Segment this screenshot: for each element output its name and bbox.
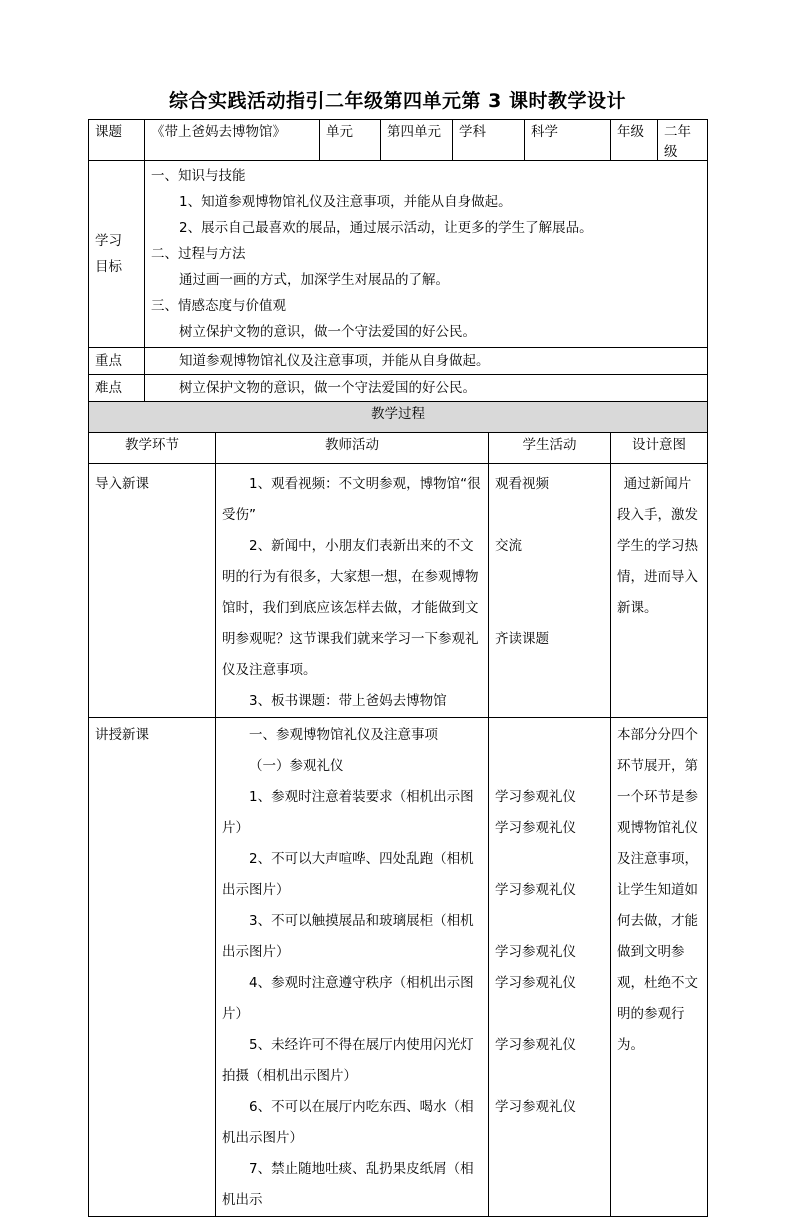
document-title: 综合实践活动指引二年级第四单元第 3 课时教学设计 bbox=[169, 90, 626, 112]
difficulty-row bbox=[89, 375, 708, 402]
intro-design-intent: 通过新闻片段入手，激发学生的学习热情，进而导入新课。 bbox=[611, 464, 708, 718]
goals-row bbox=[89, 161, 708, 348]
intro-student-activity: 观看视频 交流 齐读课题 bbox=[489, 464, 611, 718]
teaching-student-activity: 学习参观礼仪 学习参观礼仪 学习参观礼仪 学习参观礼仪 学习参观礼仪 学习参观礼仪 学习参观礼仪 bbox=[489, 718, 611, 1217]
teaching-teacher-activity: 一、参观博物馆礼仪及注意事项 （一）参观礼仪 1、参观时注意着装要求（相机出示图片） 2、不可以大声喧哗、四处乱跑（相机出示图片） 3、不可以触摸展品和玻璃展柜（相机出示图片） 4、参观时注意遵守秩序（相机出示图片） 5、未经许可不得在展厅内使用闪光灯拍摄（相机出示图片） 6、不可以在展厅内吃东西、喝水（相机出示图片） 7、禁止随地吐痰、乱扔果皮纸屑（相机出示 bbox=[216, 718, 489, 1217]
intro-stage: 导入新课 bbox=[89, 464, 216, 718]
difficulty-label: 难点 bbox=[89, 375, 145, 402]
unit-value: 第四单元 bbox=[381, 120, 453, 161]
goal-heading: 一、知识与技能 bbox=[151, 168, 246, 184]
topic-value: 《带上爸妈去博物馆》 bbox=[145, 120, 320, 161]
key-point-row bbox=[89, 348, 708, 375]
lesson-plan-table bbox=[88, 119, 708, 1217]
unit-label: 单元 bbox=[320, 120, 381, 161]
header-row bbox=[89, 120, 708, 161]
column-header-teacher: 教师活动 bbox=[216, 433, 489, 464]
column-header-intent: 设计意图 bbox=[611, 433, 708, 464]
goal-item: 通过画一画的方式，加深学生对展品的了解。 bbox=[179, 272, 449, 288]
process-heading: 教学过程 bbox=[89, 402, 708, 433]
goal-item: 树立保护文物的意识，做一个守法爱国的好公民。 bbox=[179, 324, 476, 340]
goal-heading: 三、情感态度与价值观 bbox=[151, 298, 286, 314]
key-point-label: 重点 bbox=[89, 348, 145, 375]
grade-value: 二年级 bbox=[658, 120, 708, 161]
grade-label: 年级 bbox=[611, 120, 658, 161]
teaching-stage: 讲授新课 bbox=[89, 718, 216, 1217]
column-header-stage: 教学环节 bbox=[89, 433, 216, 464]
key-point-text: 知道参观博物馆礼仪及注意事项，并能从自身做起。 bbox=[145, 348, 708, 375]
goal-item: 2、展示自己最喜欢的展品，通过展示活动，让更多的学生了解展品。 bbox=[179, 220, 593, 236]
process-heading-row bbox=[89, 402, 708, 433]
subject-label: 学科 bbox=[453, 120, 525, 161]
process-column-headers bbox=[89, 433, 708, 464]
intro-row bbox=[89, 464, 708, 718]
teaching-row bbox=[89, 718, 708, 1217]
difficulty-text: 树立保护文物的意识，做一个守法爱国的好公民。 bbox=[145, 375, 708, 402]
goals-content bbox=[145, 161, 708, 348]
column-header-student: 学生活动 bbox=[489, 433, 611, 464]
subject-value: 科学 bbox=[525, 120, 611, 161]
topic-label: 课题 bbox=[89, 120, 145, 161]
teaching-design-intent: 本部分分四个环节展开，第一个环节是参观博物馆礼仪及注意事项，让学生知道如何去做，才能做到文明参观，杜绝不文明的参观行为。 bbox=[611, 718, 708, 1217]
goal-item: 1、知道参观博物馆礼仪及注意事项，并能从自身做起。 bbox=[179, 194, 512, 210]
goals-label: 学习 目标 bbox=[89, 161, 145, 348]
goal-heading: 二、过程与方法 bbox=[151, 246, 246, 262]
intro-teacher-activity: 1、观看视频：不文明参观，博物馆“很受伤” 2、新闻中，小朋友们表新出来的不文明的行为有很多，大家想一想，在参观博物馆时，我们到底应该怎样去做，才能做到文明参观呢？这节课我们就来学习一下参观礼仪及注意事项。 3、板书课题：带上爸妈去博物馆 bbox=[216, 464, 489, 718]
